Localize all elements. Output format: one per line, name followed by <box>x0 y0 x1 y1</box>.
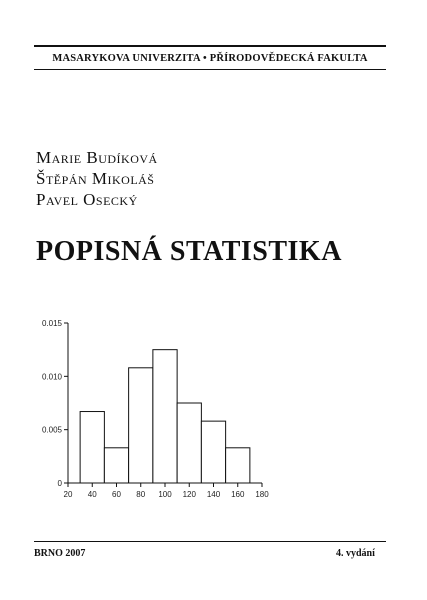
x-tick-label: 180 <box>255 490 269 499</box>
header-separator: • <box>203 53 207 64</box>
y-tick-label: 0.015 <box>41 319 62 328</box>
histogram-chart <box>30 315 280 505</box>
x-tick-label: 120 <box>182 490 196 499</box>
header-rule <box>34 69 386 70</box>
top-rule <box>34 45 386 47</box>
x-tick-label: 160 <box>231 490 245 499</box>
footer-rule <box>34 541 386 542</box>
place-year: BRNO 2007 <box>34 548 86 559</box>
y-tick-label: 0.005 <box>41 425 62 435</box>
y-tick-label: 0 <box>57 479 62 488</box>
author-2: Štěpán Mikoláš <box>36 169 155 188</box>
author-3: Pavel Osecký <box>36 190 138 209</box>
x-tick-label: 80 <box>136 490 146 499</box>
histogram-bar <box>226 448 250 483</box>
book-title: POPISNÁ STATISTIKA <box>36 236 342 267</box>
edition: 4. vydání <box>336 548 375 559</box>
x-tick-label: 140 <box>206 490 221 499</box>
y-tick-label: 0.010 <box>41 372 62 382</box>
histogram-bar <box>201 421 225 483</box>
histogram-bar <box>153 350 177 483</box>
histogram-bar <box>104 448 128 483</box>
x-tick-label: 40 <box>87 490 97 499</box>
header-line <box>34 53 386 64</box>
histogram-bar <box>177 403 201 483</box>
author-1: Marie Budíková <box>36 148 158 167</box>
x-tick-label: 60 <box>112 490 121 499</box>
faculty-name: PŘÍRODOVĚDECKÁ FAKULTA <box>209 53 368 64</box>
histogram-bar <box>129 368 153 483</box>
university-name: MASARYKOVA UNIVERZITA <box>52 53 201 64</box>
x-tick-label: 20 <box>63 490 73 499</box>
x-tick-label: 100 <box>158 490 172 499</box>
histogram-bar <box>80 412 104 483</box>
